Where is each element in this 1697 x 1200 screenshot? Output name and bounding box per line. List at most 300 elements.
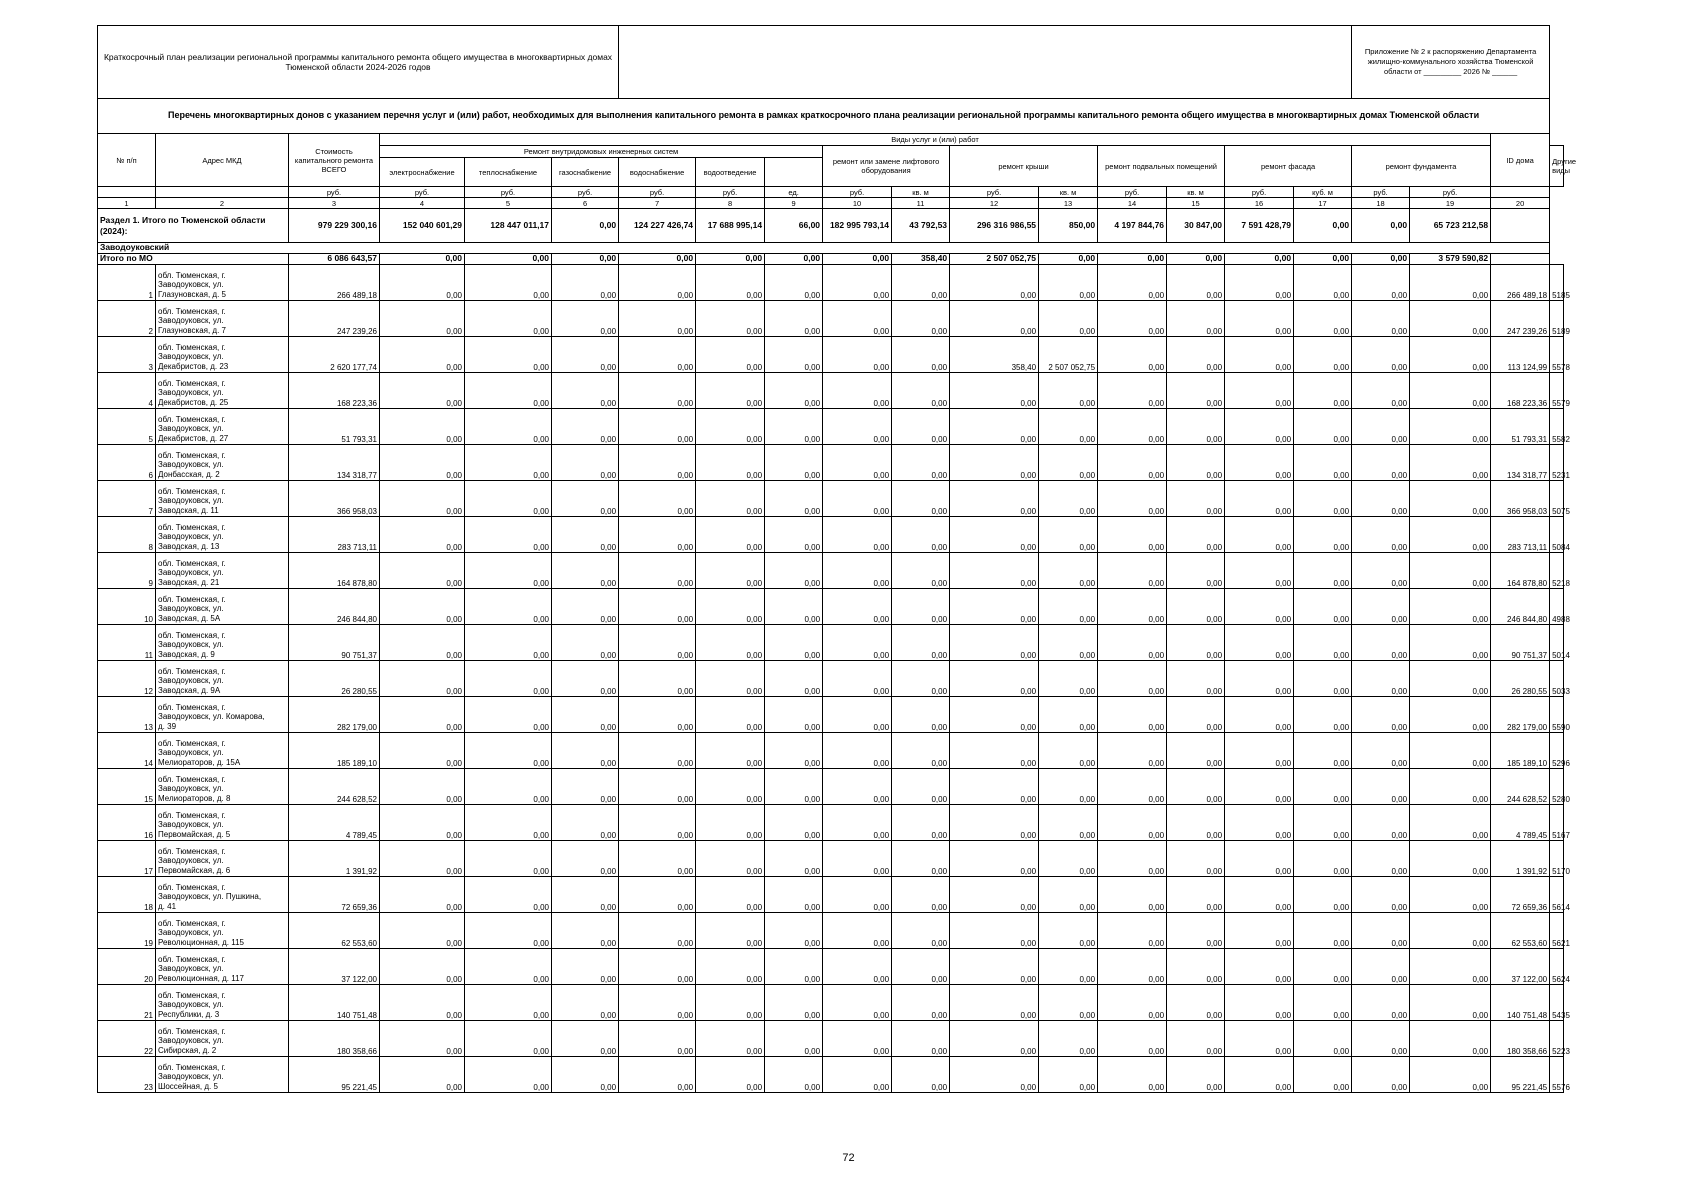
row-house-id: 5621 — [1550, 913, 1564, 949]
row-zero-value: 0,00 — [380, 805, 465, 841]
row-zero-value: 0,00 — [1225, 301, 1294, 337]
row-number: 21 — [98, 985, 156, 1021]
section-label: Раздел 1. Итого по Тюменской области (2024): — [98, 209, 289, 243]
row-zero-value: 0,00 — [823, 805, 892, 841]
row-zero-value: 0,00 — [823, 877, 892, 913]
row-cost-total: 37 122,00 — [289, 949, 380, 985]
column-number: 9 — [765, 198, 823, 209]
row-address: обл. Тюменская, г. Заводоуковск, ул. Декабристов, д. 27 — [156, 409, 289, 445]
row-zero-value: 0,00 — [1410, 373, 1491, 409]
row-zero-value: 0,00 — [1294, 949, 1352, 985]
row-zero-value: 0,00 — [380, 985, 465, 1021]
row-zero-value: 0,00 — [892, 445, 950, 481]
unit-label: руб. — [465, 187, 552, 198]
row-zero-value: 0,00 — [552, 841, 619, 877]
section-total-value: 7 591 428,79 — [1225, 209, 1294, 243]
row-zero-value: 0,00 — [1225, 589, 1294, 625]
row-zero-value: 0,00 — [1352, 841, 1410, 877]
row-zero-value: 0,00 — [380, 517, 465, 553]
row-zero-value: 0,00 — [1098, 805, 1167, 841]
row-zero-value: 0,00 — [1225, 409, 1294, 445]
row-zero-value: 0,00 — [619, 265, 696, 301]
row-address: обл. Тюменская, г. Заводоуковск, ул. Мелиораторов, д. 8 — [156, 769, 289, 805]
row-zero-value: 0,00 — [465, 265, 552, 301]
row-zero-value: 0,00 — [1410, 733, 1491, 769]
row-other-cost: 282 179,00 — [1491, 697, 1550, 733]
row-zero-value: 0,00 — [1167, 481, 1225, 517]
row-address: обл. Тюменская, г. Заводоуковск, ул. Революционная, д. 117 — [156, 949, 289, 985]
row-roof-area: 0,00 — [950, 1057, 1039, 1093]
table-row — [98, 265, 1564, 301]
row-zero-value: 0,00 — [696, 697, 765, 733]
row-zero-value: 0,00 — [465, 1057, 552, 1093]
row-zero-value: 0,00 — [552, 733, 619, 769]
row-zero-value: 0,00 — [765, 841, 823, 877]
table-row — [98, 877, 1564, 913]
row-zero-value: 0,00 — [1167, 409, 1225, 445]
section-total-value: 124 227 426,74 — [619, 209, 696, 243]
row-other-cost: 90 751,37 — [1491, 625, 1550, 661]
row-zero-value: 0,00 — [552, 697, 619, 733]
row-roof-cost: 0,00 — [1039, 589, 1098, 625]
column-number: 17 — [1294, 198, 1352, 209]
row-zero-value: 0,00 — [1098, 697, 1167, 733]
section-total-value: 296 316 986,55 — [950, 209, 1039, 243]
row-zero-value: 0,00 — [380, 1021, 465, 1057]
mo-total-value: 3 579 590,82 — [1410, 254, 1491, 265]
row-zero-value: 0,00 — [696, 445, 765, 481]
row-house-id: 5189 — [1550, 301, 1564, 337]
row-zero-value: 0,00 — [552, 337, 619, 373]
row-zero-value: 0,00 — [619, 1057, 696, 1093]
row-zero-value: 0,00 — [892, 481, 950, 517]
row-cost-total: 185 189,10 — [289, 733, 380, 769]
row-zero-value: 0,00 — [465, 985, 552, 1021]
row-zero-value: 0,00 — [1098, 949, 1167, 985]
row-zero-value: 0,00 — [552, 517, 619, 553]
row-roof-cost: 0,00 — [1039, 697, 1098, 733]
row-zero-value: 0,00 — [696, 877, 765, 913]
section-id-blank — [1491, 209, 1550, 243]
row-number: 2 — [98, 301, 156, 337]
mo-total-value: 0,00 — [380, 254, 465, 265]
row-zero-value: 0,00 — [1294, 877, 1352, 913]
row-address: обл. Тюменская, г. Заводоуковск, ул. Заводская, д. 11 — [156, 481, 289, 517]
row-zero-value: 0,00 — [465, 517, 552, 553]
row-cost-total: 2 620 177,74 — [289, 337, 380, 373]
row-roof-cost: 0,00 — [1039, 517, 1098, 553]
section-total-value: 0,00 — [1294, 209, 1352, 243]
row-zero-value: 0,00 — [823, 553, 892, 589]
row-zero-value: 0,00 — [892, 553, 950, 589]
row-zero-value: 0,00 — [619, 913, 696, 949]
row-zero-value: 0,00 — [1352, 445, 1410, 481]
row-zero-value: 0,00 — [1225, 877, 1294, 913]
row-zero-value: 0,00 — [765, 1021, 823, 1057]
municipality-name: Заводоуковский — [98, 243, 1550, 254]
row-zero-value: 0,00 — [1167, 697, 1225, 733]
row-zero-value: 0,00 — [1352, 337, 1410, 373]
row-zero-value: 0,00 — [1167, 553, 1225, 589]
row-roof-area: 0,00 — [950, 985, 1039, 1021]
row-zero-value: 0,00 — [465, 301, 552, 337]
row-zero-value: 0,00 — [823, 913, 892, 949]
row-other-cost: 95 221,45 — [1491, 1057, 1550, 1093]
row-cost-total: 366 958,03 — [289, 481, 380, 517]
row-roof-cost: 0,00 — [1039, 445, 1098, 481]
row-zero-value: 0,00 — [380, 409, 465, 445]
col-header-sewer: водоотведение — [696, 158, 765, 187]
table-row — [98, 445, 1564, 481]
row-house-id: 5223 — [1550, 1021, 1564, 1057]
row-zero-value: 0,00 — [1225, 697, 1294, 733]
column-number: 1 — [98, 198, 156, 209]
row-zero-value: 0,00 — [765, 409, 823, 445]
row-other-cost: 26 280,55 — [1491, 661, 1550, 697]
row-zero-value: 0,00 — [1410, 1057, 1491, 1093]
row-zero-value: 0,00 — [1225, 481, 1294, 517]
row-zero-value: 0,00 — [619, 589, 696, 625]
table-row — [98, 913, 1564, 949]
row-zero-value: 0,00 — [823, 1021, 892, 1057]
mo-total-value: 0,00 — [552, 254, 619, 265]
row-zero-value: 0,00 — [1098, 733, 1167, 769]
row-zero-value: 0,00 — [1294, 337, 1352, 373]
row-zero-value: 0,00 — [552, 949, 619, 985]
column-number: 8 — [696, 198, 765, 209]
section-total-value: 4 197 844,76 — [1098, 209, 1167, 243]
row-zero-value: 0,00 — [892, 805, 950, 841]
row-zero-value: 0,00 — [1225, 373, 1294, 409]
row-zero-value: 0,00 — [1410, 1021, 1491, 1057]
row-zero-value: 0,00 — [696, 733, 765, 769]
row-address: обл. Тюменская, г. Заводоуковск, ул. Революционная, д. 115 — [156, 913, 289, 949]
column-number: 15 — [1167, 198, 1225, 209]
row-zero-value: 0,00 — [1167, 1057, 1225, 1093]
row-zero-value: 0,00 — [765, 769, 823, 805]
row-cost-total: 4 789,45 — [289, 805, 380, 841]
col-header-id: ID дома — [1491, 134, 1550, 187]
row-zero-value: 0,00 — [1225, 265, 1294, 301]
row-house-id: 5033 — [1550, 661, 1564, 697]
row-zero-value: 0,00 — [465, 733, 552, 769]
row-zero-value: 0,00 — [1225, 913, 1294, 949]
row-zero-value: 0,00 — [1352, 661, 1410, 697]
row-zero-value: 0,00 — [823, 697, 892, 733]
row-zero-value: 0,00 — [823, 625, 892, 661]
row-number: 12 — [98, 661, 156, 697]
row-zero-value: 0,00 — [1225, 985, 1294, 1021]
row-roof-area: 0,00 — [950, 913, 1039, 949]
row-zero-value: 0,00 — [619, 445, 696, 481]
table-row — [98, 301, 1564, 337]
row-zero-value: 0,00 — [1410, 265, 1491, 301]
row-zero-value: 0,00 — [465, 661, 552, 697]
row-zero-value: 0,00 — [380, 337, 465, 373]
row-zero-value: 0,00 — [696, 949, 765, 985]
row-zero-value: 0,00 — [1352, 913, 1410, 949]
row-zero-value: 0,00 — [1294, 805, 1352, 841]
unit-label: кв. м — [1039, 187, 1098, 198]
row-zero-value: 0,00 — [1294, 265, 1352, 301]
row-zero-value: 0,00 — [1410, 481, 1491, 517]
section-total-value: 128 447 011,17 — [465, 209, 552, 243]
unit-label: руб. — [289, 187, 380, 198]
row-zero-value: 0,00 — [1352, 409, 1410, 445]
row-zero-value: 0,00 — [380, 733, 465, 769]
row-zero-value: 0,00 — [1225, 1021, 1294, 1057]
row-zero-value: 0,00 — [823, 1057, 892, 1093]
row-roof-area: 0,00 — [950, 625, 1039, 661]
row-zero-value: 0,00 — [1098, 265, 1167, 301]
row-zero-value: 0,00 — [619, 337, 696, 373]
row-zero-value: 0,00 — [892, 877, 950, 913]
row-house-id: 5579 — [1550, 373, 1564, 409]
row-roof-area: 0,00 — [950, 409, 1039, 445]
column-number: 19 — [1410, 198, 1491, 209]
col-header-blank — [765, 158, 823, 187]
row-zero-value: 0,00 — [892, 337, 950, 373]
row-zero-value: 0,00 — [1294, 481, 1352, 517]
row-cost-total: 51 793,31 — [289, 409, 380, 445]
row-cost-total: 244 628,52 — [289, 769, 380, 805]
row-address: обл. Тюменская, г. Заводоуковск, ул. Заводская, д. 13 — [156, 517, 289, 553]
mo-id-blank — [1491, 254, 1550, 265]
row-roof-area: 0,00 — [950, 1021, 1039, 1057]
row-roof-cost: 0,00 — [1039, 265, 1098, 301]
row-roof-area: 0,00 — [950, 553, 1039, 589]
row-zero-value: 0,00 — [619, 301, 696, 337]
row-roof-area: 0,00 — [950, 697, 1039, 733]
row-zero-value: 0,00 — [892, 265, 950, 301]
row-zero-value: 0,00 — [1167, 301, 1225, 337]
section-total-value: 65 723 212,58 — [1410, 209, 1491, 243]
row-zero-value: 0,00 — [380, 481, 465, 517]
row-zero-value: 0,00 — [1294, 985, 1352, 1021]
row-zero-value: 0,00 — [1167, 913, 1225, 949]
row-address: обл. Тюменская, г. Заводоуковск, ул. Мелиораторов, д. 15А — [156, 733, 289, 769]
row-zero-value: 0,00 — [696, 1057, 765, 1093]
row-house-id: 5280 — [1550, 769, 1564, 805]
unit-label: кв. м — [892, 187, 950, 198]
row-zero-value: 0,00 — [696, 373, 765, 409]
row-zero-value: 0,00 — [1167, 337, 1225, 373]
row-address: обл. Тюменская, г. Заводоуковск, ул. Пушкина, д. 41 — [156, 877, 289, 913]
row-zero-value: 0,00 — [619, 1021, 696, 1057]
row-zero-value: 0,00 — [892, 517, 950, 553]
row-cost-total: 180 358,66 — [289, 1021, 380, 1057]
col-header-other: Другие виды — [1550, 146, 1564, 187]
row-house-id: 5582 — [1550, 409, 1564, 445]
row-zero-value: 0,00 — [823, 481, 892, 517]
row-zero-value: 0,00 — [380, 877, 465, 913]
row-zero-value: 0,00 — [823, 337, 892, 373]
table-row — [98, 373, 1564, 409]
row-other-cost: 113 124,99 — [1491, 337, 1550, 373]
unit-label: руб. — [1352, 187, 1410, 198]
table-row — [98, 589, 1564, 625]
table-row — [98, 517, 1564, 553]
row-number: 11 — [98, 625, 156, 661]
col-header-address: Адрес МКД — [156, 134, 289, 187]
table-row — [98, 553, 1564, 589]
row-zero-value: 0,00 — [765, 337, 823, 373]
row-other-cost: 62 553,60 — [1491, 913, 1550, 949]
section-total-value: 0,00 — [1352, 209, 1410, 243]
column-number: 14 — [1098, 198, 1167, 209]
row-zero-value: 0,00 — [380, 265, 465, 301]
row-cost-total: 282 179,00 — [289, 697, 380, 733]
row-zero-value: 0,00 — [765, 301, 823, 337]
row-number: 15 — [98, 769, 156, 805]
row-zero-value: 0,00 — [1167, 661, 1225, 697]
row-zero-value: 0,00 — [465, 913, 552, 949]
row-zero-value: 0,00 — [619, 373, 696, 409]
row-address: обл. Тюменская, г. Заводоуковск, ул. Заводская, д. 5А — [156, 589, 289, 625]
col-header-foundation: ремонт фундамента — [1352, 146, 1491, 187]
section-total-value: 0,00 — [552, 209, 619, 243]
row-zero-value: 0,00 — [1352, 949, 1410, 985]
mo-total-value: 6 086 643,57 — [289, 254, 380, 265]
row-other-cost: 180 358,66 — [1491, 1021, 1550, 1057]
row-zero-value: 0,00 — [892, 1021, 950, 1057]
row-zero-value: 0,00 — [765, 373, 823, 409]
row-zero-value: 0,00 — [892, 409, 950, 445]
row-cost-total: 26 280,55 — [289, 661, 380, 697]
row-number: 10 — [98, 589, 156, 625]
row-zero-value: 0,00 — [1167, 985, 1225, 1021]
mo-total-value: 0,00 — [765, 254, 823, 265]
unit-blank — [1491, 187, 1550, 198]
column-number: 3 — [289, 198, 380, 209]
row-zero-value: 0,00 — [465, 877, 552, 913]
row-zero-value: 0,00 — [696, 301, 765, 337]
row-zero-value: 0,00 — [465, 373, 552, 409]
row-zero-value: 0,00 — [465, 409, 552, 445]
row-zero-value: 0,00 — [1098, 553, 1167, 589]
appendix-note: Приложение № 2 к распоряжению Департамента жилищно-коммунального хозяйства Тюменской области от _________ 2026 № ______ — [1352, 26, 1550, 99]
row-zero-value: 0,00 — [1410, 625, 1491, 661]
table-row — [98, 985, 1564, 1021]
row-roof-cost: 0,00 — [1039, 1057, 1098, 1093]
column-number: 18 — [1352, 198, 1410, 209]
table-row — [98, 733, 1564, 769]
table-row — [98, 805, 1564, 841]
row-zero-value: 0,00 — [1294, 733, 1352, 769]
section-total-value: 182 995 793,14 — [823, 209, 892, 243]
table-row — [98, 1021, 1564, 1057]
row-other-cost: 244 628,52 — [1491, 769, 1550, 805]
mo-total-value: 0,00 — [1352, 254, 1410, 265]
row-zero-value: 0,00 — [765, 661, 823, 697]
row-zero-value: 0,00 — [765, 877, 823, 913]
row-roof-cost: 0,00 — [1039, 769, 1098, 805]
row-other-cost: 140 751,48 — [1491, 985, 1550, 1021]
row-roof-cost: 0,00 — [1039, 301, 1098, 337]
row-roof-area: 0,00 — [950, 949, 1039, 985]
row-zero-value: 0,00 — [1098, 1057, 1167, 1093]
row-roof-cost: 0,00 — [1039, 985, 1098, 1021]
mo-total-value: 0,00 — [1167, 254, 1225, 265]
row-cost-total: 266 489,18 — [289, 265, 380, 301]
row-roof-cost: 0,00 — [1039, 625, 1098, 661]
col-header-electro: электроснабжение — [380, 158, 465, 187]
capital-repair-table — [97, 25, 1577, 1093]
unit-label: руб. — [552, 187, 619, 198]
row-roof-area: 0,00 — [950, 481, 1039, 517]
mo-total-value: 0,00 — [465, 254, 552, 265]
row-zero-value: 0,00 — [1352, 301, 1410, 337]
row-zero-value: 0,00 — [380, 661, 465, 697]
row-number: 14 — [98, 733, 156, 769]
row-zero-value: 0,00 — [1352, 805, 1410, 841]
row-address: обл. Тюменская, г. Заводоуковск, ул. Заводская, д. 9А — [156, 661, 289, 697]
row-roof-area: 0,00 — [950, 589, 1039, 625]
row-house-id: 5014 — [1550, 625, 1564, 661]
row-other-cost: 1 391,92 — [1491, 841, 1550, 877]
row-zero-value: 0,00 — [552, 769, 619, 805]
row-other-cost: 247 239,26 — [1491, 301, 1550, 337]
row-zero-value: 0,00 — [892, 625, 950, 661]
row-zero-value: 0,00 — [380, 697, 465, 733]
row-zero-value: 0,00 — [1225, 805, 1294, 841]
row-zero-value: 0,00 — [552, 661, 619, 697]
column-number: 7 — [619, 198, 696, 209]
row-zero-value: 0,00 — [1098, 373, 1167, 409]
row-roof-area: 0,00 — [950, 265, 1039, 301]
unit-label: кв. м — [1167, 187, 1225, 198]
row-zero-value: 0,00 — [380, 445, 465, 481]
row-house-id: 5296 — [1550, 733, 1564, 769]
row-zero-value: 0,00 — [1098, 409, 1167, 445]
row-zero-value: 0,00 — [380, 1057, 465, 1093]
row-zero-value: 0,00 — [552, 409, 619, 445]
row-cost-total: 168 223,36 — [289, 373, 380, 409]
row-zero-value: 0,00 — [1167, 1021, 1225, 1057]
row-zero-value: 0,00 — [1098, 913, 1167, 949]
plan-title: Краткосрочный план реализации региональной программы капитального ремонта общего имущества в многоквартирных домах Тюменской области 2024-2026 годов — [98, 26, 619, 99]
section-total-value: 66,00 — [765, 209, 823, 243]
row-zero-value: 0,00 — [619, 985, 696, 1021]
row-roof-cost: 0,00 — [1039, 409, 1098, 445]
row-zero-value: 0,00 — [823, 265, 892, 301]
unit-blank — [98, 187, 156, 198]
row-zero-value: 0,00 — [465, 697, 552, 733]
row-house-id: 5614 — [1550, 877, 1564, 913]
row-zero-value: 0,00 — [1294, 769, 1352, 805]
section-total-value: 30 847,00 — [1167, 209, 1225, 243]
row-zero-value: 0,00 — [1167, 877, 1225, 913]
row-cost-total: 134 318,77 — [289, 445, 380, 481]
row-zero-value: 0,00 — [1352, 1057, 1410, 1093]
row-zero-value: 0,00 — [552, 445, 619, 481]
section-total-value: 152 040 601,29 — [380, 209, 465, 243]
mo-total-value: 0,00 — [696, 254, 765, 265]
row-zero-value: 0,00 — [380, 625, 465, 661]
row-house-id: 5084 — [1550, 517, 1564, 553]
row-zero-value: 0,00 — [1352, 373, 1410, 409]
row-zero-value: 0,00 — [1098, 1021, 1167, 1057]
row-zero-value: 0,00 — [619, 841, 696, 877]
row-number: 18 — [98, 877, 156, 913]
row-zero-value: 0,00 — [1410, 985, 1491, 1021]
table-row — [98, 949, 1564, 985]
row-zero-value: 0,00 — [696, 409, 765, 445]
row-zero-value: 0,00 — [1410, 949, 1491, 985]
row-zero-value: 0,00 — [892, 985, 950, 1021]
row-zero-value: 0,00 — [552, 985, 619, 1021]
row-zero-value: 0,00 — [619, 553, 696, 589]
